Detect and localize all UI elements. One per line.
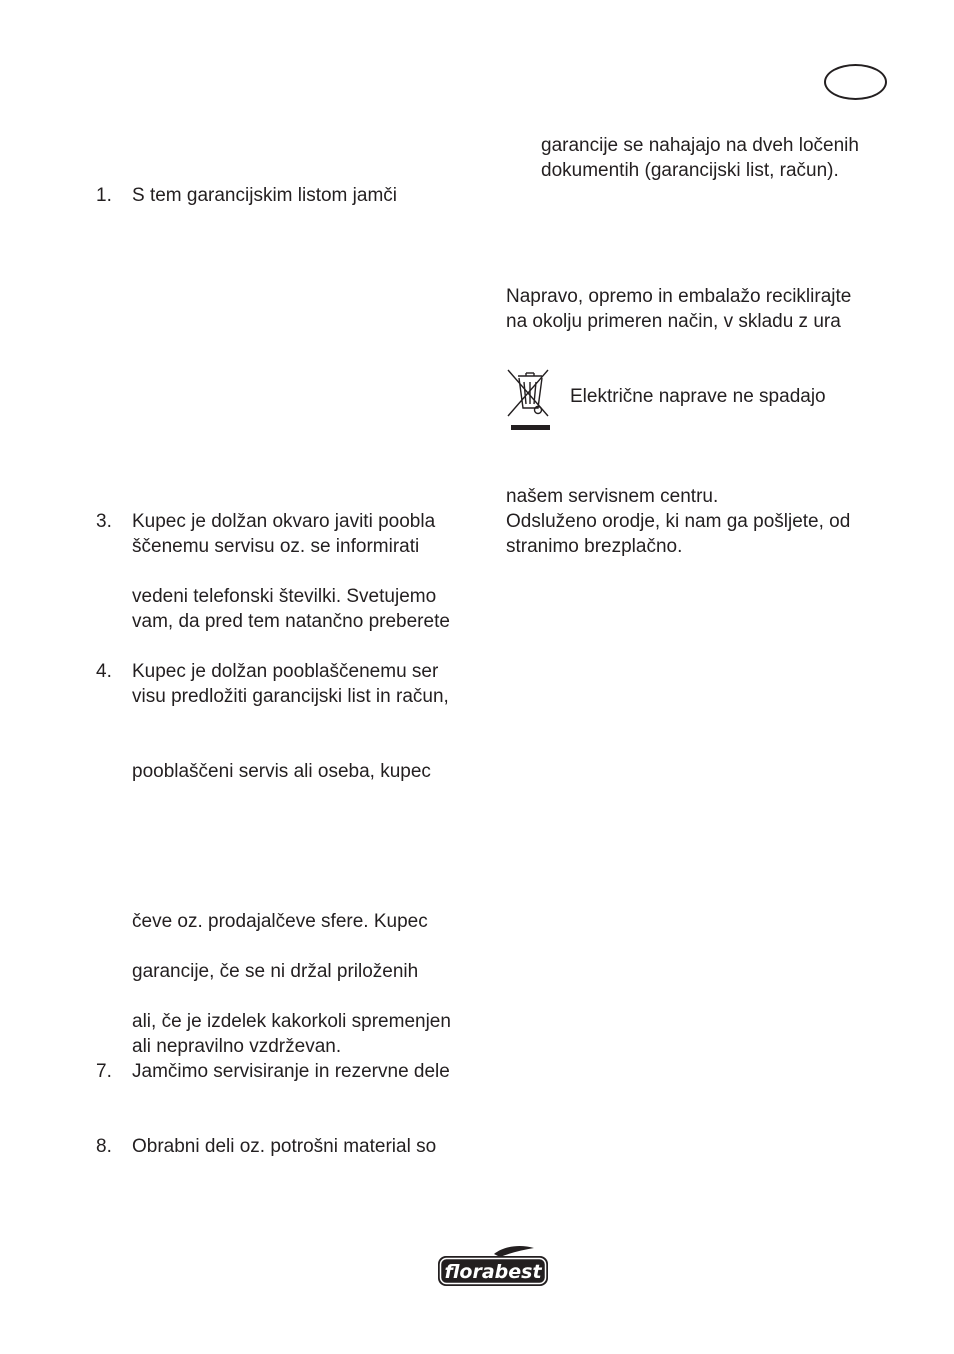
item3-text-line1: Kupec je dolžan okvaro javiti poobla (132, 511, 436, 532)
brand-name: florabest (444, 1261, 542, 1283)
item7-number: 7. (96, 1061, 112, 1082)
item7-text: Jamčimo servisiranje in rezervne dele (132, 1061, 450, 1082)
item1-text: S tem garancijskim listom jamči (132, 185, 397, 206)
item8-number: 8. (96, 1136, 112, 1157)
item8-text: Obrabni deli oz. potrošni material so (132, 1136, 437, 1157)
service-text-line1: našem servisnem centru. (506, 486, 719, 507)
florabest-logo (436, 1244, 550, 1288)
item4-text-line3: pooblaščeni servis ali oseba, kupec (132, 761, 431, 782)
weee-text: Električne naprave ne spadajo (570, 386, 826, 407)
item6-text-line3: ali, če je izdelek kakorkoli spremenjen (132, 1011, 451, 1032)
item6-text-line1: čeve oz. prodajalčeve sfere. Kupec (132, 911, 428, 932)
item1-number: 1. (96, 185, 112, 206)
language-marker-icon (824, 64, 887, 100)
item4-text-line1: Kupec je dolžan pooblaščenemu ser (132, 661, 439, 682)
service-text-line2: Odsluženo orodje, ki nam ga pošljete, od (506, 511, 851, 532)
guarantee-text-line2: dokumentih (garancijski list, račun). (541, 160, 839, 181)
item4-text-line2: visu predložiti garancijski list in račun, (132, 686, 449, 707)
item6-text-line2: garancije, če se ni držal priloženih (132, 961, 419, 982)
guarantee-text-line1: garancije se nahajajo na dveh ločenih (541, 135, 859, 156)
item3-number: 3. (96, 511, 112, 532)
crossed-out-wheeled-bin-icon (504, 366, 554, 434)
item4-number: 4. (96, 661, 112, 682)
item6-text-line4: ali nepravilno vzdrževan. (132, 1036, 342, 1057)
disposal-text-line1: Napravo, opremo in embalažo reciklirajte (506, 286, 852, 307)
item3-text-line4: vam, da pred tem natančno preberete (132, 611, 450, 632)
service-text-line3: stranimo brezplačno. (506, 536, 683, 557)
disposal-text-line2: na okolju primeren način, v skladu z ura (506, 311, 841, 332)
item3-text-line3: vedeni telefonski številki. Svetujemo (132, 586, 437, 607)
item3-text-line2: ščenemu servisu oz. se informirati (132, 536, 420, 557)
